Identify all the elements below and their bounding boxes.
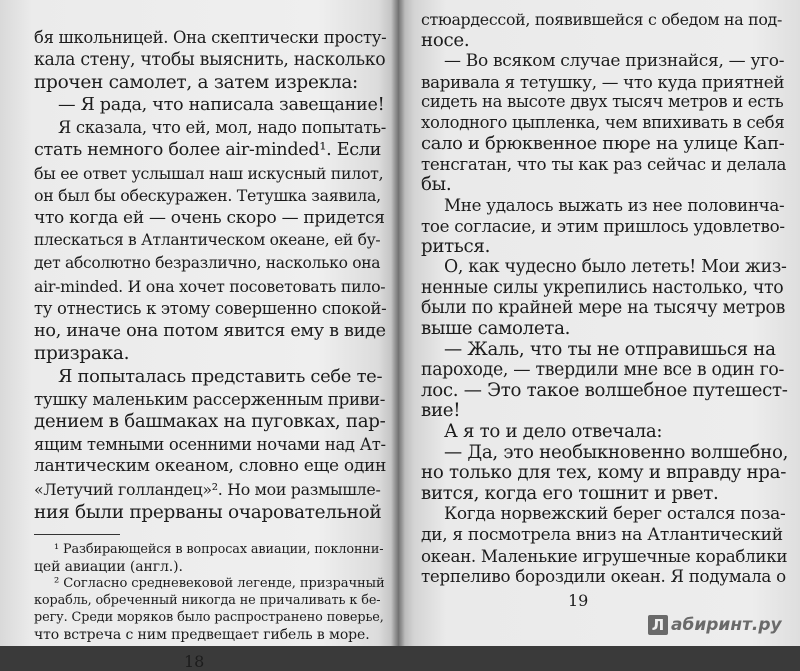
- text-line: бы ее ответ услышал наш искусный пилот,: [34, 163, 384, 183]
- text-line: кала стену, чтобы выяснить, насколько: [34, 49, 386, 70]
- logo-text: абиринт.ру: [671, 615, 782, 635]
- text-line: air-minded. И она хочет посоветовать пило-: [34, 276, 386, 296]
- text-line: стать немного более air-minded¹. Если: [34, 140, 382, 160]
- labirint-watermark-logo: [648, 613, 782, 637]
- text-line: А я то и дело отвечала:: [444, 421, 663, 442]
- text-line: Я сказала, что ей, мол, надо попытать-: [58, 118, 387, 138]
- text-line: — Я рада, что написала завещание!: [58, 94, 385, 115]
- text-line: лантическим океаном, словно еще один: [34, 456, 387, 477]
- logo-letter-icon: Л: [648, 615, 668, 635]
- text-line: сидеть на высоте двух тысяч метров и есть: [421, 92, 784, 112]
- text-line: риться.: [421, 235, 491, 257]
- text-line: дением в башмаках на пуговках, пар-: [34, 411, 386, 433]
- text-line: но только для тех, кому и вправду нра-: [421, 462, 787, 484]
- footnote-line: цей авиации (англ.).: [34, 558, 183, 575]
- text-line: что когда ей — очень скоро — придется: [34, 207, 385, 228]
- text-line: ди, я посмотрела вниз на Атлантический: [421, 525, 783, 545]
- text-line: терпеливо бороздили океан. Я подумала о: [421, 566, 786, 587]
- text-line: стюардессой, появившейся с обедом на под-: [421, 10, 782, 29]
- text-line: прочен самолет, а затем изрекла:: [34, 72, 358, 94]
- text-line: пароходе, — твердили мне все в один го-: [421, 360, 784, 381]
- text-line: варивала я тетушку, — что куда приятней: [421, 71, 785, 92]
- text-line: ящим темными осенними ночами над Ат-: [34, 434, 386, 454]
- text-line: ту отнестись к этому совершенно спокой-: [34, 299, 387, 319]
- text-line: бы.: [421, 173, 452, 195]
- text-line: ненные силы укрепились настолько, что: [421, 277, 784, 298]
- text-line: вится, когда его тошнит и рвет.: [421, 482, 719, 504]
- book-gutter-shadow: [391, 0, 405, 646]
- text-line: — Жаль, что ты не отправишься на: [444, 338, 776, 360]
- text-line: призрака.: [34, 343, 130, 365]
- footnote-separator: [34, 534, 120, 535]
- text-line: — Да, это необыкновенно волшебно,: [444, 441, 789, 463]
- text-line: дет абсолютно безразлично, насколько она: [34, 254, 381, 272]
- footnote-line: что встреча с ним предвещает гибель в море.: [34, 626, 370, 643]
- text-line: океан. Маленькие игрушечные кораблики: [421, 545, 788, 566]
- footnote-line: ² Согласно средневековой легенде, призрачный: [54, 575, 385, 591]
- text-line: О, как чудесно было лететь! Мои жиз-: [444, 257, 787, 278]
- text-line: лос. — Это такое волшебное путешест-: [421, 379, 788, 401]
- text-line: вие!: [421, 400, 461, 422]
- right-page: [398, 0, 800, 646]
- text-line: тушку маленьким рассерженным приви-: [34, 388, 386, 409]
- text-line: выше самолета.: [421, 318, 571, 339]
- footnote-line: регу. Среди моряков было распространено поверье,: [34, 609, 384, 625]
- text-line: Я попыталась представить себе те-: [58, 366, 383, 387]
- text-line: сало и брюквенное пюре на улице Кап-: [421, 132, 785, 154]
- text-line: тое согласие, и этим пришлось удовлетво-: [421, 216, 785, 236]
- text-line: «Летучий голландец»². Но мои размышле-: [34, 480, 381, 499]
- left-page: [0, 0, 398, 671]
- page-number: 18: [184, 651, 205, 671]
- text-line: но, иначе она потом явится ему в виде: [34, 320, 386, 341]
- text-line: плескаться в Атлантическом океане, ей бу-: [34, 231, 381, 250]
- text-line: носе.: [421, 29, 470, 51]
- text-line: Мне удалось выжать из нее половинча-: [444, 195, 785, 216]
- text-line: — Во всяком случае признайся, — уго-: [444, 51, 785, 72]
- text-line: холодного цыпленка, чем впихивать в себя: [421, 113, 785, 132]
- footnote-line: корабль, обреченный никогда не причаливать к бе-: [34, 592, 381, 608]
- text-line: бя школьницей. Она скептически просту-: [34, 28, 387, 47]
- text-line: Когда норвежский берег остался поза-: [444, 504, 786, 525]
- footnote-line: ¹ Разбирающейся в вопросах авиации, поклонни-: [54, 541, 384, 557]
- text-line: были по крайней мере на тысячу метров: [421, 298, 786, 319]
- text-line: он был бы обескуражен. Тетушка заявила,: [34, 186, 381, 206]
- text-line: ния были прерваны очаровательной: [34, 501, 382, 523]
- text-line: тенсгатан, что ты как раз сейчас и делала: [421, 154, 787, 175]
- page-number: 19: [568, 590, 589, 610]
